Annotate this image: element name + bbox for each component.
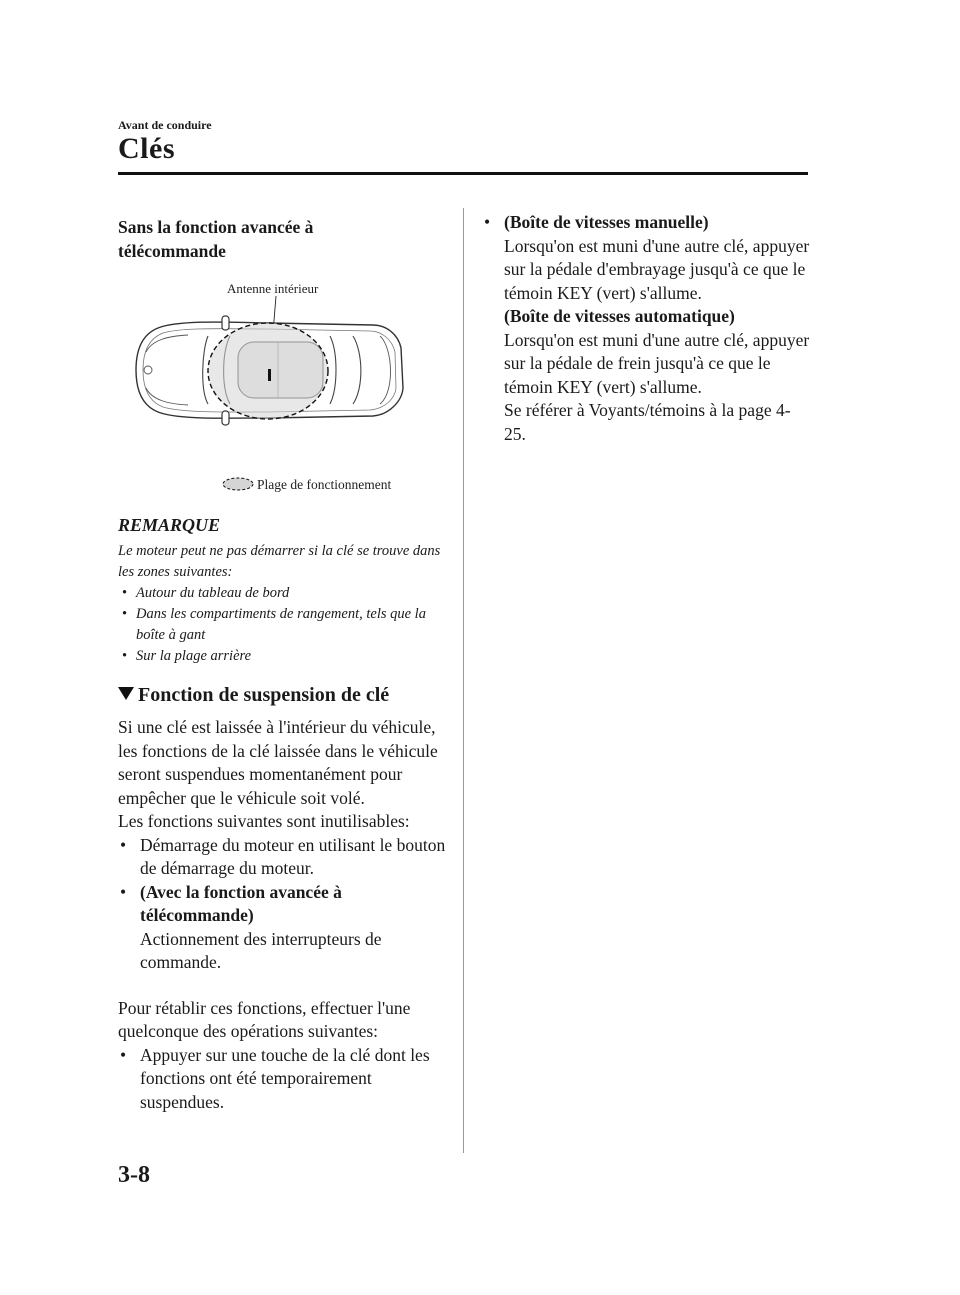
column-divider: [463, 208, 464, 1153]
antenna-label: Antenne intérieur: [227, 281, 319, 296]
car-diagram: [118, 270, 448, 500]
manual-heading: • (Boîte de vitesses manuelle): [504, 212, 709, 232]
list-item-heading: • (Avec la fonction avancée à télécommande): [140, 881, 342, 925]
range-legend-swatch: [223, 478, 253, 490]
note-text: Le moteur peut ne pas démarrer si la clé se trouve dans les zones suivantes:: [118, 543, 441, 580]
title-rule: [118, 172, 808, 175]
note-item: • Autour du tableau de bord: [118, 583, 448, 604]
list-item-text: Actionnement des interrupteurs de commande.: [140, 928, 382, 972]
paragraph: Les fonctions suivantes sont inutilisables:: [118, 811, 410, 831]
subheading-line-2: télécommande: [118, 241, 226, 261]
function-heading-text: Fonction de suspension de clé: [138, 684, 390, 706]
paragraph: Si une clé est laissée à l'intérieur du véhicule, les fonctions de la clé laissée dans le véhicule seront suspendues momentanément pour empêcher que le véhicule soit volé.: [118, 717, 438, 808]
note-item: • Dans les compartiments de rangement, tels que la boîte à gant: [118, 604, 448, 646]
triangle-marker-icon: [118, 687, 134, 700]
auto-heading: (Boîte de vitesses automatique): [504, 306, 735, 326]
note-list: [118, 583, 448, 667]
bullet-list: [118, 834, 448, 975]
page-number: 3-8: [118, 1162, 150, 1188]
right-body: [482, 211, 812, 446]
interior-antenna: [268, 369, 271, 381]
section-label: Avant de conduire: [118, 118, 212, 132]
range-legend-label: Plage de fonctionnement: [257, 477, 392, 492]
reference-text: Se référer à Voyants/témoins à la page 4-25.: [504, 400, 791, 444]
subheading: [118, 215, 438, 263]
left-mirror: [222, 316, 229, 330]
note-item: • Sur la plage arrière: [118, 646, 448, 667]
list-item: • Appuyer sur une touche de la clé dont les fonctions ont été temporairement suspendues.: [118, 1044, 448, 1115]
left-body: [118, 716, 448, 1114]
page-title: Clés: [118, 132, 175, 165]
bullet-list: [118, 1044, 448, 1115]
list-item: [482, 211, 812, 446]
note-body: [118, 541, 448, 667]
bullet-list: [482, 211, 812, 446]
subheading-line-1: Sans la fonction avancée à: [118, 217, 314, 237]
right-mirror: [222, 411, 229, 425]
note-title: REMARQUE: [118, 515, 221, 535]
manual-text: Lorsqu'on est muni d'une autre clé, appuyer sur la pédale d'embrayage jusqu'à ce que le témoin KEY (vert) s'allume.: [504, 235, 810, 303]
car-top-view-illustration: [118, 270, 448, 500]
list-item: • Démarrage du moteur en utilisant le bouton de démarrage du moteur.: [118, 834, 448, 881]
auto-text: Lorsqu'on est muni d'une autre clé, appuyer sur la pédale de frein jusqu'à ce que le témoin KEY (vert) s'allume.: [504, 329, 810, 397]
function-heading: [118, 684, 389, 707]
list-item: [118, 881, 448, 975]
paragraph: Pour rétablir ces fonctions, effectuer l'une quelconque des opérations suivantes:: [118, 997, 411, 1041]
